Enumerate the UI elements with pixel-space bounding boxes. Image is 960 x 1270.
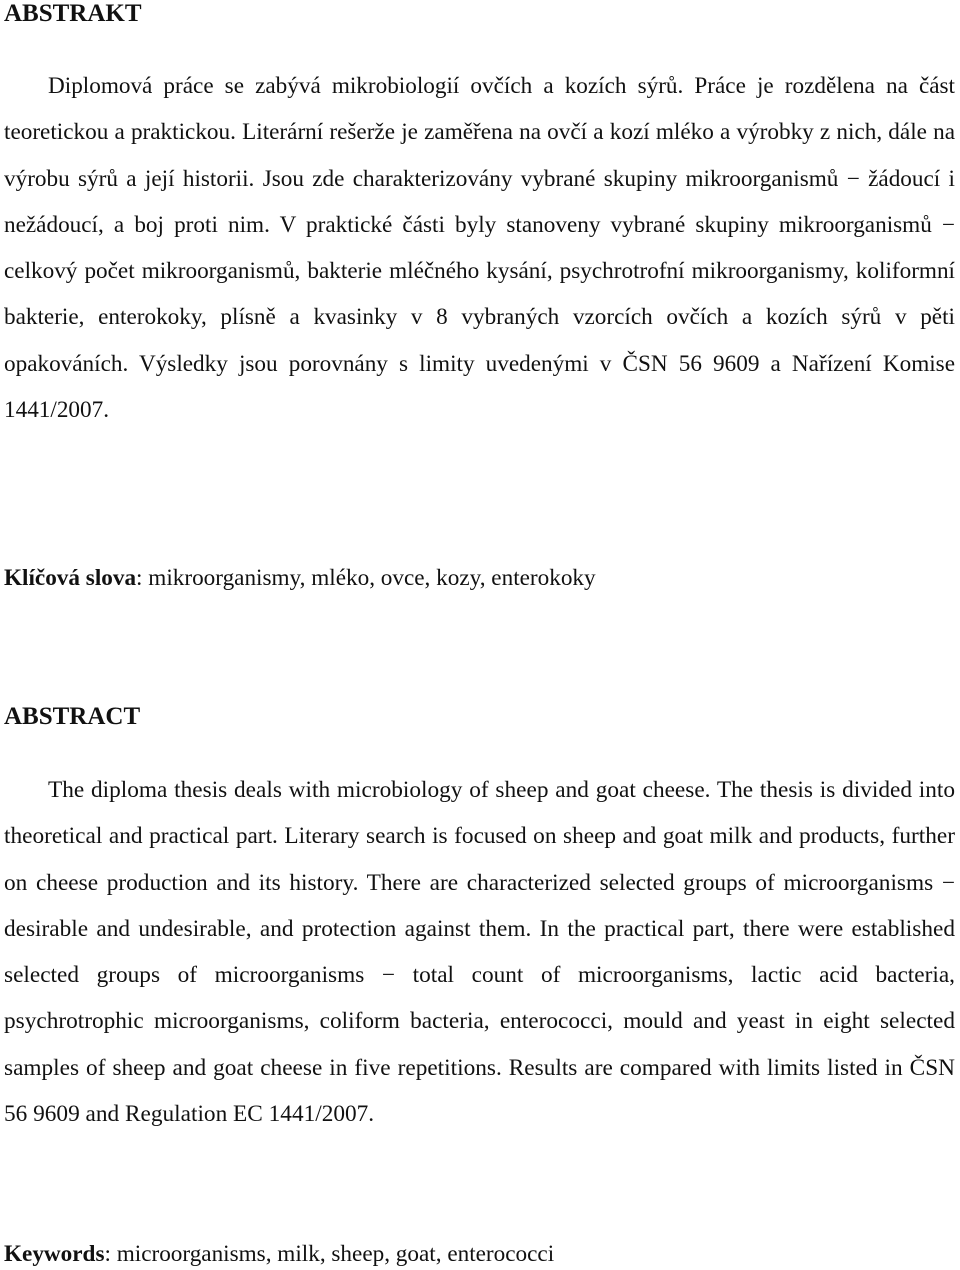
czech-abstract-paragraph: Diplomová práce se zabývá mikrobiologií ovčích a kozích sýrů. Práce je rozdělena na část teoretickou a praktickou. Literární rešerže je zaměřena na ovčí a kozí mléko a výrobky z nich, dále na výrobu sýrů a její historii. Jsou zde charakterizovány vybrané skupiny mikroorganismů − žádoucí i nežádoucí, a boj proti nim. V praktické části byly stanoveny vybrané skupiny mikroorganismů − celkový počet mikroorganismů, bakterie mléčného kysání, psychrotrofní mikroorganismy, koliformní bakterie, enterokoky, plísně a kvasinky v 8 vybraných vzorcích ovčích a kozích sýrů v pěti opakováních. Výsledky jsou porovnány s limity uvedenými v ČSN 56 9609 a Nařízení Komise 1441/2007. [4,73,955,424]
english-keywords-label: Keywords [4,1241,105,1267]
english-keywords-line [4,1240,955,1268]
english-keywords-text: : microorganisms, milk, sheep, goat, enterococci [104,1241,555,1267]
english-abstract-heading: ABSTRACT [4,703,141,730]
czech-abstract-heading: ABSTRAKT [4,0,142,27]
czech-keywords-text: : mikroorganismy, mléko, ovce, kozy, enterokoky [136,565,596,591]
czech-keywords-label: Klíčová slova [4,565,137,591]
czech-keywords-line [4,564,955,592]
english-abstract-paragraph: The diploma thesis deals with microbiology of sheep and goat cheese. The thesis is divided into theoretical and practical part. Literary search is focused on sheep and goat milk and products, further on cheese production and its history. There are characterized selected groups of microorganisms − desirable and undesirable, and protection against them. In the practical part, there were established selected groups of microorganisms − total count of microorganisms, lactic acid bacteria, psychrotrophic microorganisms, coliform bacteria, enterococci, mould and yeast in eight selected samples of sheep and goat cheese in five repetitions. Results are compared with limits listed in ČSN 56 9609 and Regulation EC 1441/2007. [4,777,955,1128]
